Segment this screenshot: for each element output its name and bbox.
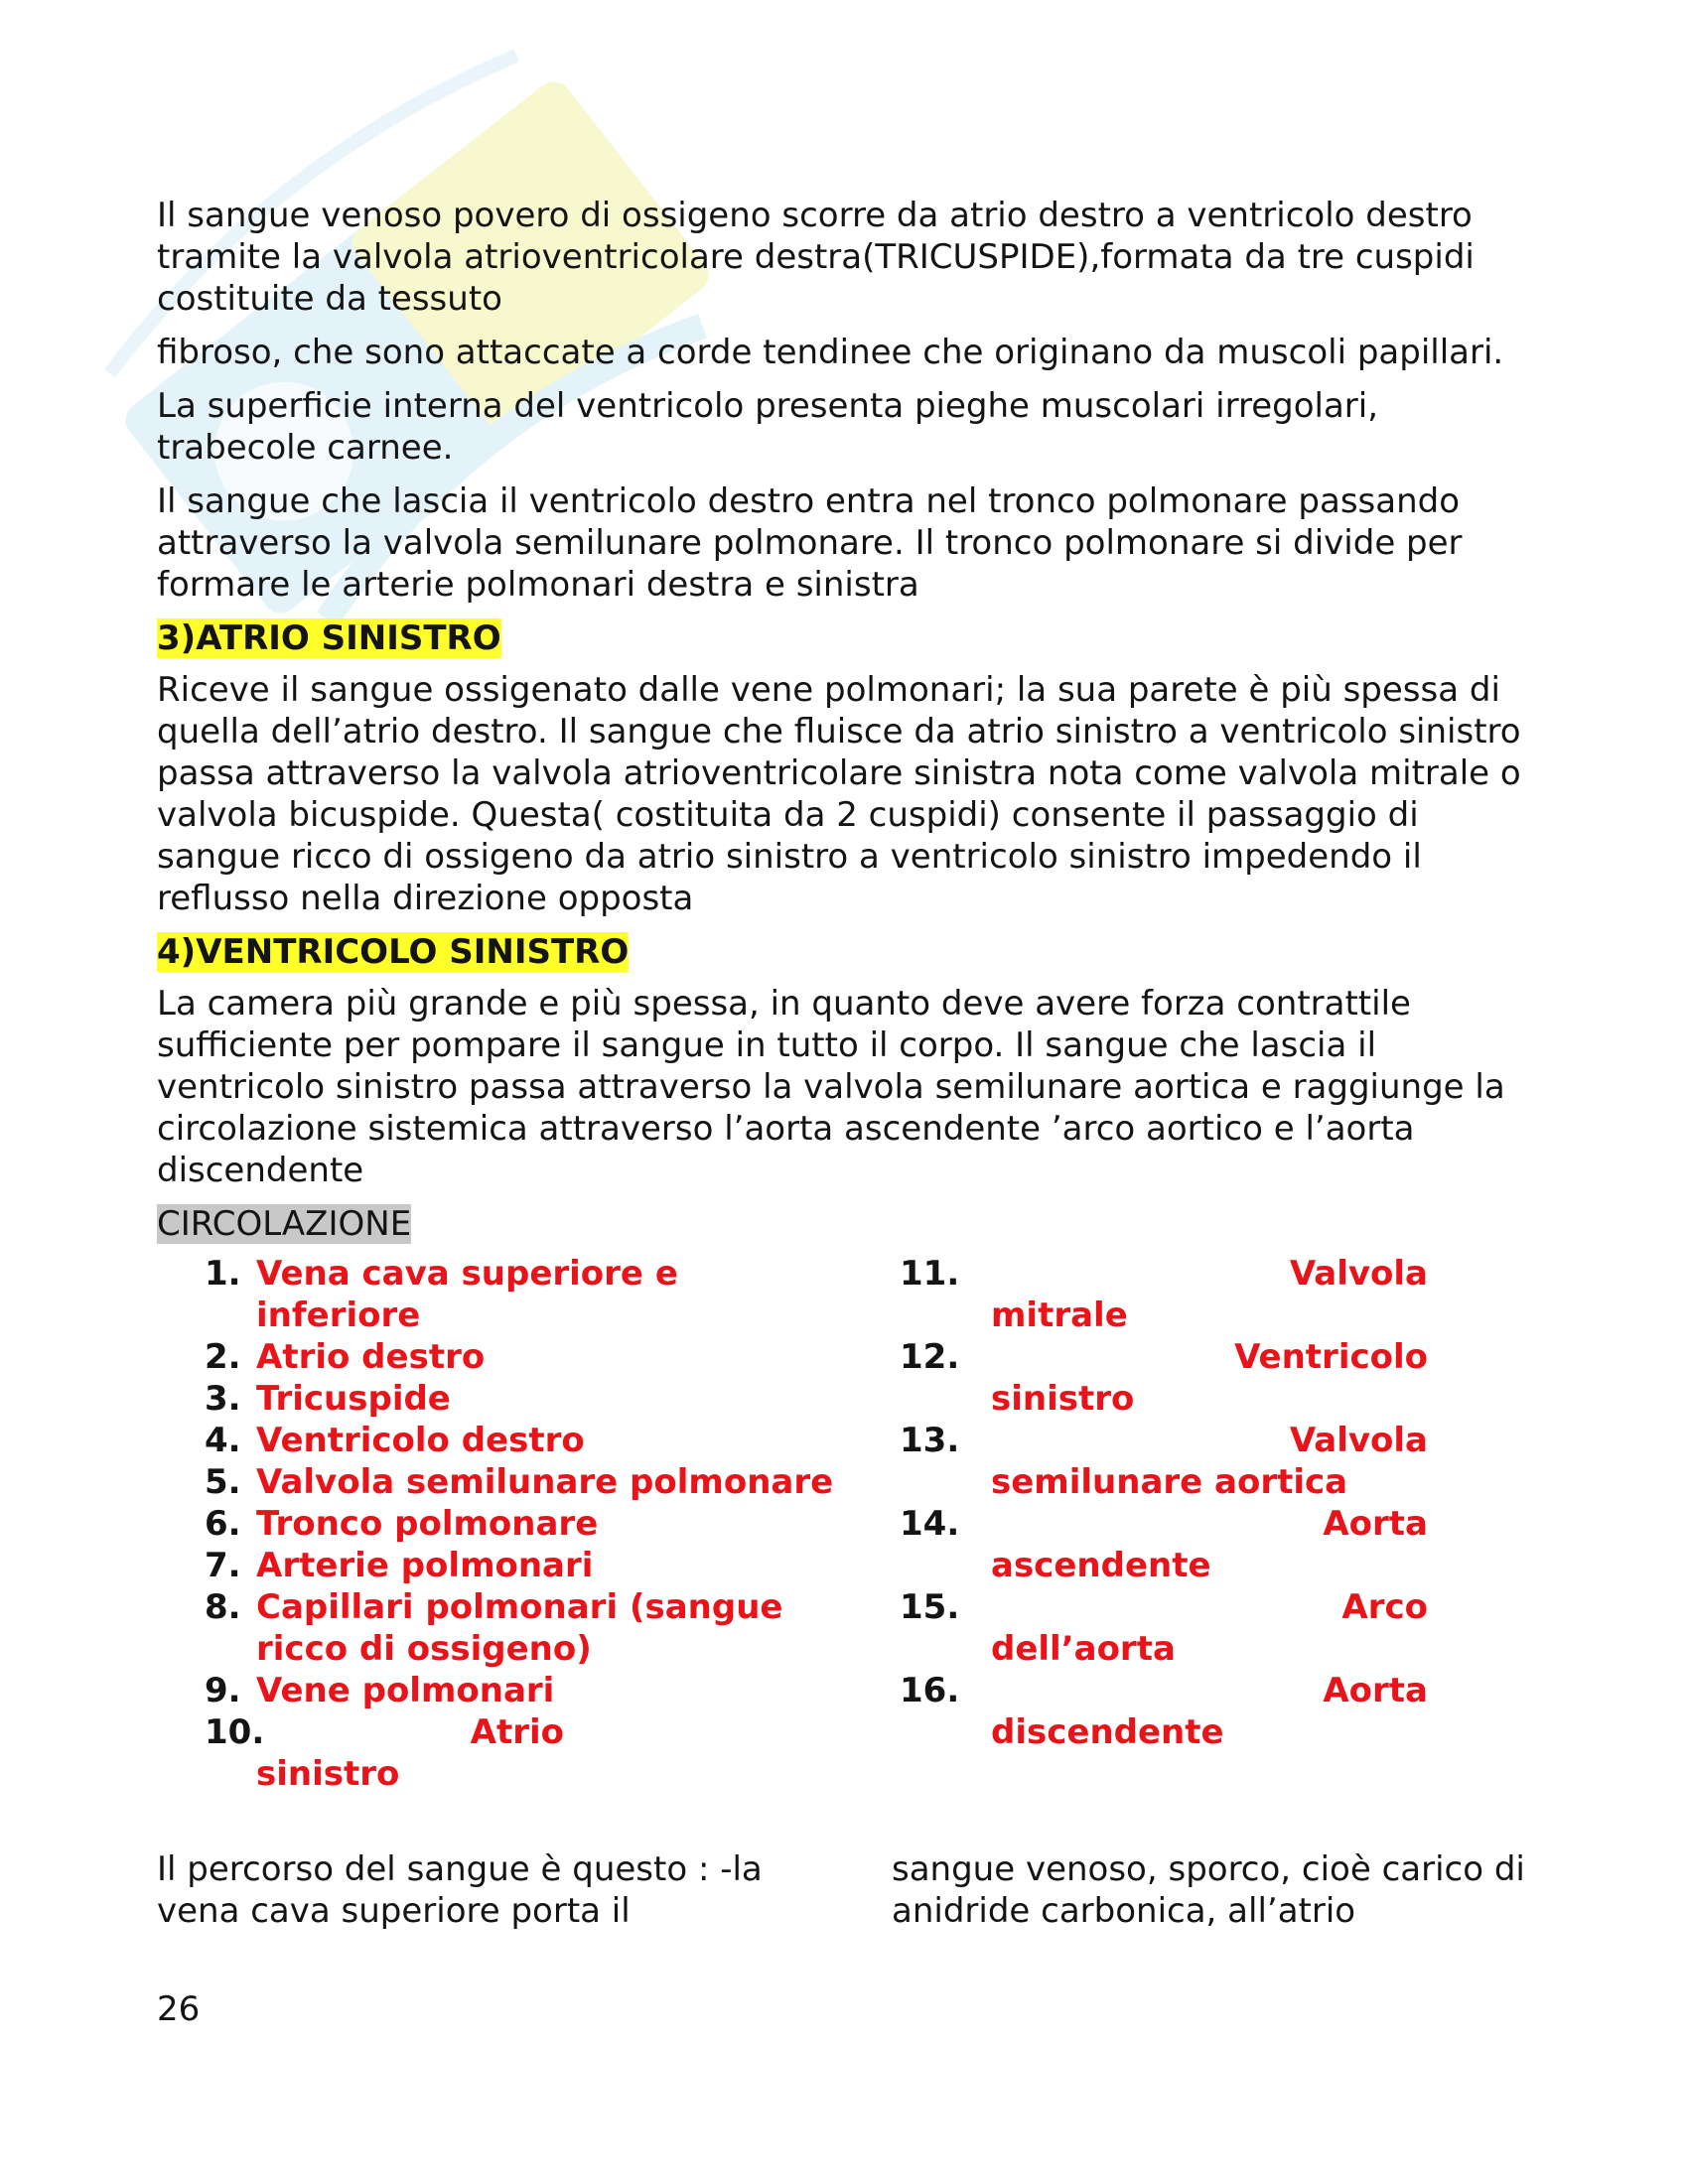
list-item — [157, 1336, 852, 1378]
list-item-text: Aorta — [1323, 1671, 1428, 1710]
paragraph-tricuspide: Il sangue venoso povero di ossigeno scorre da atrio destro a ventricolo destro tramite la valvola atrioventricolare destra(TRICUSPIDE),formata da tre cuspidi costituite da tessuto — [157, 196, 1475, 319]
footer-text-left: Il percorso del sangue è questo : -la vena cava superiore porta il — [157, 1849, 763, 1931]
list-item-text: Atrio destro — [256, 1337, 486, 1377]
list-item — [157, 1586, 852, 1670]
circolazione-heading-wrap — [157, 1203, 1537, 1245]
list-item-text-continued: semilunare aortica — [991, 1462, 1348, 1502]
page-content — [157, 195, 1537, 1932]
list-item-number: 16. — [900, 1671, 960, 1710]
list-item-number: 4. — [205, 1421, 241, 1460]
section4-heading-wrap — [157, 931, 1537, 973]
circolazione-list-left — [157, 1253, 852, 1795]
list-item-text: Ventricolo destro — [256, 1421, 585, 1460]
list-item-text: Atrio — [470, 1712, 564, 1752]
paragraph-superficie: La superficie interna del ventricolo presenta pieghe muscolari irregolari, trabecole carnee. — [157, 386, 1379, 468]
list-item-number: 13. — [900, 1421, 960, 1460]
page-number: 26 — [157, 1989, 201, 2029]
list-item-text-continued: mitrale — [991, 1296, 1128, 1335]
footer-text-right: sangue venoso, sporco, cioè carico di anidride carbonica, all’atrio — [892, 1849, 1525, 1931]
list-item-text-continued: discendente — [991, 1712, 1224, 1752]
list-item-number: 5. — [205, 1462, 241, 1502]
list-item-text: Arco — [1341, 1587, 1428, 1627]
list-item — [892, 1670, 1537, 1753]
list-item — [157, 1253, 852, 1336]
list-item-text: Vena cava superiore e inferiore — [256, 1254, 678, 1335]
list-item-text: Valvola — [1289, 1254, 1428, 1294]
list-item-number: 7. — [205, 1546, 241, 1585]
list-item — [157, 1545, 852, 1586]
section4-body: La camera più grande e più spessa, in quanto deve avere forza contrattile sufficiente per pompare il sangue in tutto il corpo. Il sangue che lascia il ventricolo sinistro passa attraverso la valvola semilunare aortica e raggiunge la circolazione sistemica attraverso l’aorta ascendente ’arco aortico e l’aorta discendente — [157, 984, 1505, 1190]
list-item-number: 10. — [205, 1712, 265, 1752]
list-item-text: Tronco polmonare — [256, 1504, 599, 1544]
list-item-text-continued: ascendente — [991, 1546, 1211, 1585]
list-item-text: Capillari polmonari (sangue ricco di ossigeno) — [256, 1587, 783, 1669]
list-item-number: 9. — [205, 1671, 241, 1710]
list-item-number: 3. — [205, 1379, 241, 1419]
list-item — [157, 1711, 852, 1795]
circolazione-list-right — [892, 1253, 1537, 1753]
list-item-number: 14. — [900, 1504, 960, 1544]
section3-body: Riceve il sangue ossigenato dalle vene polmonari; la sua parete è più spessa di quella dell’atrio destro. Il sangue che fluisce da atrio sinistro a ventricolo sinistro passa attraverso la valvola atrioventricolare sinistra nota come valvola mitrale o valvola bicuspide. Questa( costituita da 2 cuspidi) consente il passaggio di sangue ricco di ossigeno da atrio sinistro a ventricolo sinistro impedendo il reflusso nella direzione opposta — [157, 670, 1521, 918]
footer-columns — [157, 1848, 1537, 1932]
list-item-text: Valvola — [1289, 1421, 1428, 1460]
list-item — [157, 1461, 852, 1503]
list-item-number: 6. — [205, 1504, 241, 1544]
paragraph-fibroso: fibroso, che sono attaccate a corde tendinee che originano da muscoli papillari. — [157, 333, 1504, 372]
list-item-number: 12. — [900, 1337, 960, 1377]
list-item-text-continued: sinistro — [256, 1754, 400, 1794]
list-item — [892, 1336, 1537, 1420]
list-item-number: 8. — [205, 1587, 241, 1627]
list-item — [892, 1586, 1537, 1670]
section3-heading: 3)ATRIO SINISTRO — [157, 618, 501, 658]
section3-heading-wrap — [157, 617, 1537, 659]
list-item-text-continued: sinistro — [991, 1379, 1135, 1419]
paragraph-tronco-polmonare: Il sangue che lascia il ventricolo destro entra nel tronco polmonare passando attraverso la valvola semilunare polmonare. Il tronco polmonare si divide per formare le arterie polmonari destra e sinistra — [157, 481, 1463, 605]
list-item-text-continued: dell’aorta — [991, 1629, 1176, 1669]
list-item — [157, 1670, 852, 1711]
list-item — [157, 1503, 852, 1545]
circolazione-heading: CIRCOLAZIONE — [157, 1204, 412, 1244]
list-item-number: 1. — [205, 1254, 241, 1294]
list-item-text: Tricuspide — [256, 1379, 451, 1419]
list-item-text: Valvola semilunare polmonare — [256, 1462, 834, 1502]
list-item-number: 11. — [900, 1254, 960, 1294]
list-item-number: 2. — [205, 1337, 241, 1377]
list-item — [892, 1503, 1537, 1586]
section4-heading: 4)VENTRICOLO SINISTRO — [157, 932, 630, 972]
list-item-text: Aorta — [1323, 1504, 1428, 1544]
list-item-text: Ventricolo — [1234, 1337, 1428, 1377]
circolazione-list — [157, 1253, 1537, 1841]
list-item — [892, 1420, 1537, 1503]
list-item-number: 15. — [900, 1587, 960, 1627]
list-item — [157, 1378, 852, 1420]
list-item-text: Arterie polmonari — [256, 1546, 594, 1585]
list-item — [892, 1253, 1537, 1336]
list-item-text: Vene polmonari — [256, 1671, 555, 1710]
list-item — [157, 1420, 852, 1461]
